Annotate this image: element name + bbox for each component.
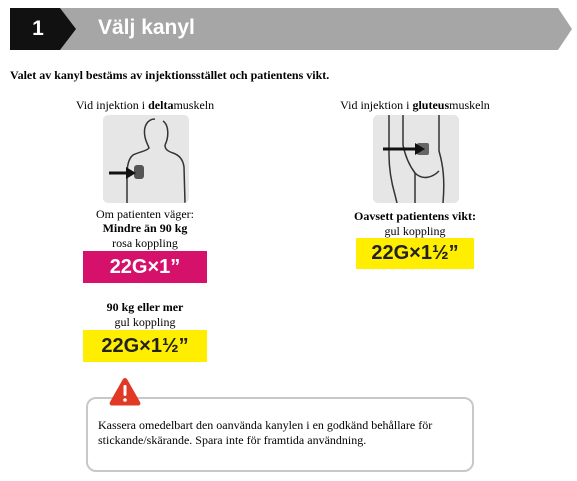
step-header	[10, 8, 572, 50]
page-title: Välj kanyl	[98, 16, 195, 39]
step-number: 1	[32, 17, 44, 40]
coupling-yellow-label: gul koppling	[114, 315, 176, 329]
warning-text: Kassera omedelbart den oanvända kanylen i en godkänd behållare för stickande/skärande. Spara inte för framtida användning.	[98, 418, 433, 447]
weight-90-or-more: 90 kg eller mer	[106, 300, 184, 314]
shoulder-icon	[103, 115, 189, 203]
needle-badge-yellow-gluteal: 22G×1½”	[356, 238, 474, 269]
weight-under-90: Mindre än 90 kg	[102, 221, 188, 235]
gluteal-heading: Vid injektion i gluteusmuskeln	[340, 98, 490, 112]
deltoid-heading: Vid injektion i deltamuskeln	[75, 98, 215, 112]
intro-text: Valet av kanyl bestäms av injektionsstället och patientens vikt.	[10, 68, 330, 82]
weight-condition-intro: Om patienten väger:	[96, 207, 194, 221]
warning-triangle-icon	[109, 377, 141, 406]
coupling-pink-label: rosa koppling	[112, 236, 178, 250]
hip-icon	[373, 115, 459, 203]
gluteal-illustration	[373, 115, 459, 203]
needle-badge-pink: 22G×1”	[83, 251, 207, 283]
needle-badge-yellow-deltoid: 22G×1½”	[83, 330, 207, 362]
coupling-yellow-label-gluteal: gul koppling	[384, 224, 446, 238]
deltoid-illustration	[103, 115, 189, 203]
weight-any: Oavsett patientens vikt:	[354, 209, 476, 223]
